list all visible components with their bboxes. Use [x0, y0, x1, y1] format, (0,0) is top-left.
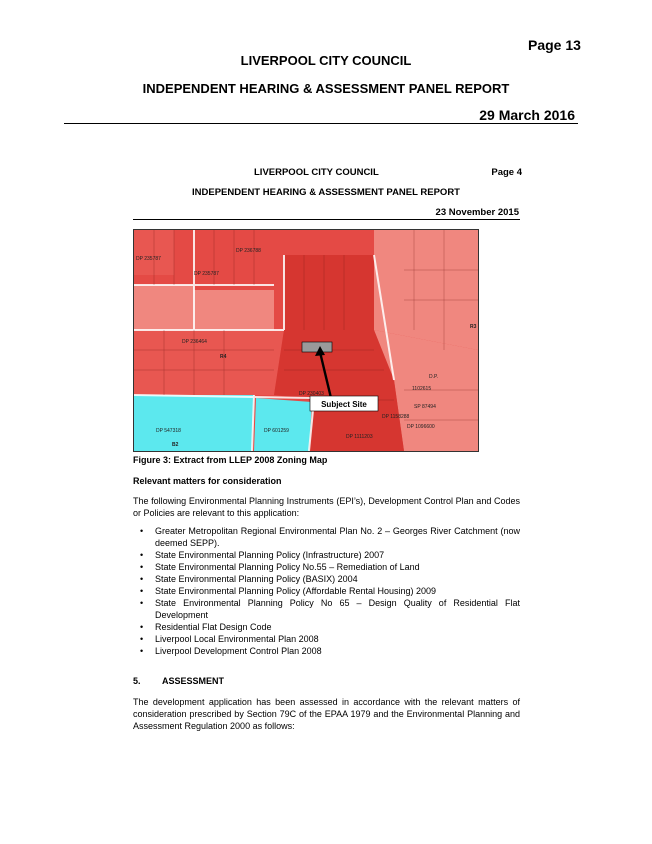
zone-label: B2: [172, 442, 179, 448]
list-item: • Residential Flat Design Code: [133, 621, 520, 633]
list-item: • State Environmental Planning Policy No 65 – Design Quality of Residential Flat Development: [133, 597, 520, 621]
map-zone-mid: [134, 330, 284, 395]
list-item: • Liverpool Local Environmental Plan 2008: [133, 633, 520, 645]
inner-council-title: LIVERPOOL CITY COUNCIL: [254, 167, 379, 178]
policy-list: [133, 525, 520, 657]
section-number: 5.: [133, 676, 141, 686]
lot-label: DP 230403: [299, 391, 324, 397]
lot-label: DP 235787: [194, 271, 219, 277]
section-title: ASSESSMENT: [162, 676, 225, 686]
lot-label: D.P.: [429, 374, 439, 380]
map-zone-light: [134, 285, 194, 330]
list-item: • State Environmental Planning Policy (Infrastructure) 2007: [133, 549, 520, 561]
matters-intro: The following Environmental Planning Instruments (EPI’s), Development Control Plan and Codes or Policies are relevant to this application:: [133, 496, 520, 518]
figure-caption: Figure 3: Extract from LLEP 2008 Zoning Map: [133, 455, 328, 465]
subject-site-lot: [302, 342, 332, 352]
outer-page-number: Page 13: [528, 37, 581, 53]
zone-label: R4: [220, 354, 227, 360]
inner-report-date: 23 November 2015: [435, 207, 519, 218]
assessment-text: The development application has been assessed in accordance with the relevant matters of consideration prescribed by Section 79C of the EPAA 1979 and the Environmental Planning and Assessment Regulation 2000 as follows:: [133, 697, 520, 731]
callout-label: Subject Site: [321, 400, 367, 409]
list-item: • State Environmental Planning Policy (Affordable Rental Housing) 2009: [133, 585, 520, 597]
map-zone-business: [134, 395, 254, 451]
outer-report-date: 29 March 2016: [479, 107, 575, 123]
map-zone-light: [194, 290, 274, 330]
zone-label: R3: [470, 324, 477, 330]
list-item: • State Environmental Planning Policy No.55 – Remediation of Land: [133, 561, 520, 573]
list-item: • Greater Metropolitan Regional Environmental Plan No. 2 – Georges River Catchment (now deemed SEPP).: [133, 525, 520, 549]
lot-label: DP 1096600: [407, 424, 435, 430]
list-item: • State Environmental Planning Policy (BASIX) 2004: [133, 573, 520, 585]
lot-label: DP 1158288: [382, 414, 410, 420]
inner-header-rule: [133, 219, 520, 220]
inner-page-number: Page 4: [491, 167, 522, 178]
lot-label: DP 547318: [156, 428, 181, 434]
lot-label: DP 1111203: [346, 434, 373, 440]
list-item: • Liverpool Development Control Plan 2008: [133, 645, 520, 657]
lot-label: DP 236788: [236, 248, 261, 254]
map-zone-light: [374, 230, 478, 350]
zoning-map: [133, 229, 479, 452]
lot-label: 1102615: [412, 386, 432, 392]
inner-report-title: INDEPENDENT HEARING & ASSESSMENT PANEL REPORT: [192, 187, 460, 198]
lot-label: DP 235787: [136, 256, 161, 262]
lot-label: SP 87494: [414, 404, 436, 410]
matters-heading: Relevant matters for consideration: [133, 476, 282, 486]
outer-report-title: INDEPENDENT HEARING & ASSESSMENT PANEL REPORT: [142, 81, 510, 96]
outer-council-title: LIVERPOOL CITY COUNCIL: [240, 53, 412, 68]
lot-label: DP 236464: [182, 339, 207, 345]
map-zone-business: [254, 398, 312, 451]
lot-label: DP 601259: [264, 428, 289, 434]
outer-header-rule: [64, 123, 578, 124]
